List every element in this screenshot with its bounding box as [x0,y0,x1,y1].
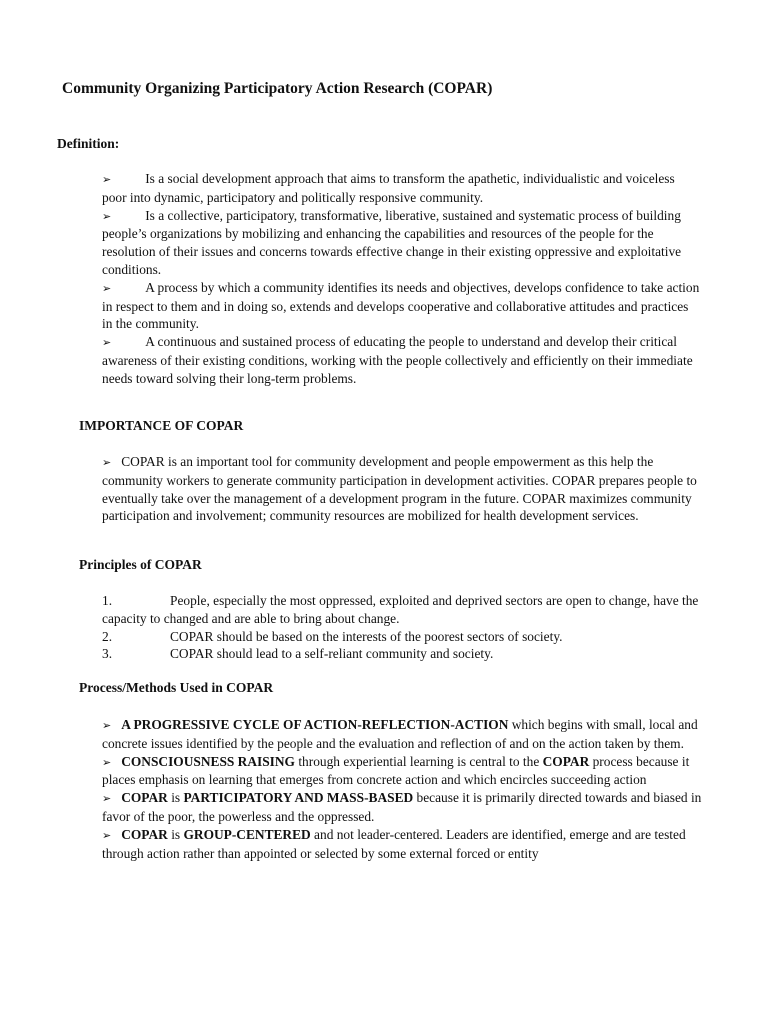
arrow-bullet-icon: ➢ [102,792,112,806]
principles-heading: Principles of COPAR [79,557,202,572]
principle-text: People, especially the most oppressed, exploited and deprived sectors are open to change, have the capacity to changed and are able to bring about change. [102,593,699,626]
process-item-bold-inline: PARTICIPATORY AND MASS-BASED [183,790,414,806]
arrow-bullet-icon: ➢ [102,828,112,842]
principle-text: COPAR should lead to a self-reliant community and society. [170,646,494,662]
principle-item [102,592,702,628]
definition-item-text: A process by which a community identifies its needs and objectives, develops confidence to take action in respect to them and in doing so, extends and develops cooperative and collaborative attitudes and practices in the community. [102,279,700,332]
principle-number: 3. [102,646,113,662]
process-item-text: because it is primarily directed towards and biased in favor of the poor, the powerless and the oppressed. [102,790,702,824]
process-item-text: through experiential learning is central to the [294,753,543,769]
arrow-bullet-icon: ➢ [102,173,112,186]
principle-number: 1. [102,593,113,608]
process-list [102,716,702,862]
process-item [102,789,702,826]
process-item-bold-inline: GROUP-CENTERED [183,826,311,842]
definition-item-text: A continuous and sustained process of educating the people to understand and develop their critical awareness of their existing conditions, working with the people collectively and efficiently on their immediate needs toward solving their long-term problems. [102,334,693,386]
definition-item [102,279,702,333]
definition-item-text: Is a social development approach that aims to transform the apathetic, individualistic and voiceless poor into dynamic, participatory and politically responsive community. [102,171,675,205]
importance-text: COPAR is an important tool for community development and people empowerment as this help the community workers to generate community participation in development activities. COPAR prepares people to eventually take over the management of a development program in the future. COPAR maximizes community participation and involvement; community resources are mobilized for health development services. [102,454,697,524]
arrow-bullet-icon: ➢ [102,755,112,769]
process-item-bold-inline: COPAR [542,753,590,769]
process-item-bold: COPAR [121,826,168,842]
process-item-bold: CONSCIOUSNESS RAISING [121,753,295,769]
principle-number: 2. [102,628,113,644]
definition-heading: Definition: [57,136,120,151]
arrow-bullet-icon: ➢ [102,209,112,223]
definition-item [102,207,702,279]
definition-item-text: Is a collective, participatory, transformative, liberative, sustained and systematic process of building people’s organizations by mobilizing and enhancing the capabilities and resources of the people for the resolution of their issues and concerns towards effective change in their existing oppressive and exploitative conditions. [102,207,682,277]
process-item-text: and not leader-centered. Leaders are identified, emerge and are tested through action rather than appointed or selected by some external forced or entity [102,826,686,861]
principles-list [102,592,702,663]
importance-heading: IMPORTANCE OF COPAR [79,418,244,433]
arrow-bullet-icon: ➢ [102,336,112,350]
process-item-text: which begins with small, local and concrete issues identified by the people and the evaluation and reflection of and on the action taken by them. [102,717,698,751]
process-item-text: is [167,826,184,842]
arrow-bullet-icon: ➢ [102,281,112,295]
process-item [102,753,702,790]
importance-block [102,453,702,525]
process-item [102,826,702,863]
process-item [102,716,702,753]
importance-item [102,453,702,525]
definition-item [102,170,702,207]
principle-text: COPAR should be based on the interests of the poorest sectors of society. [170,628,563,644]
document-title: Community Organizing Participatory Action Research (COPAR) [62,80,493,97]
definition-item [102,333,702,387]
process-heading: Process/Methods Used in COPAR [79,680,274,695]
arrow-bullet-icon: ➢ [102,719,112,732]
arrow-bullet-icon: ➢ [102,456,112,469]
principle-item [102,628,702,646]
process-item-bold: A PROGRESSIVE CYCLE OF ACTION-REFLECTION-ACTION [121,717,509,732]
principle-item [102,645,702,663]
definition-list [102,170,702,388]
process-item-text: is [167,790,184,806]
process-item-bold: COPAR [121,790,168,806]
process-item-text: process because it places emphasis on learning that emerges from concrete action and which encircles succeeding action [102,753,690,788]
